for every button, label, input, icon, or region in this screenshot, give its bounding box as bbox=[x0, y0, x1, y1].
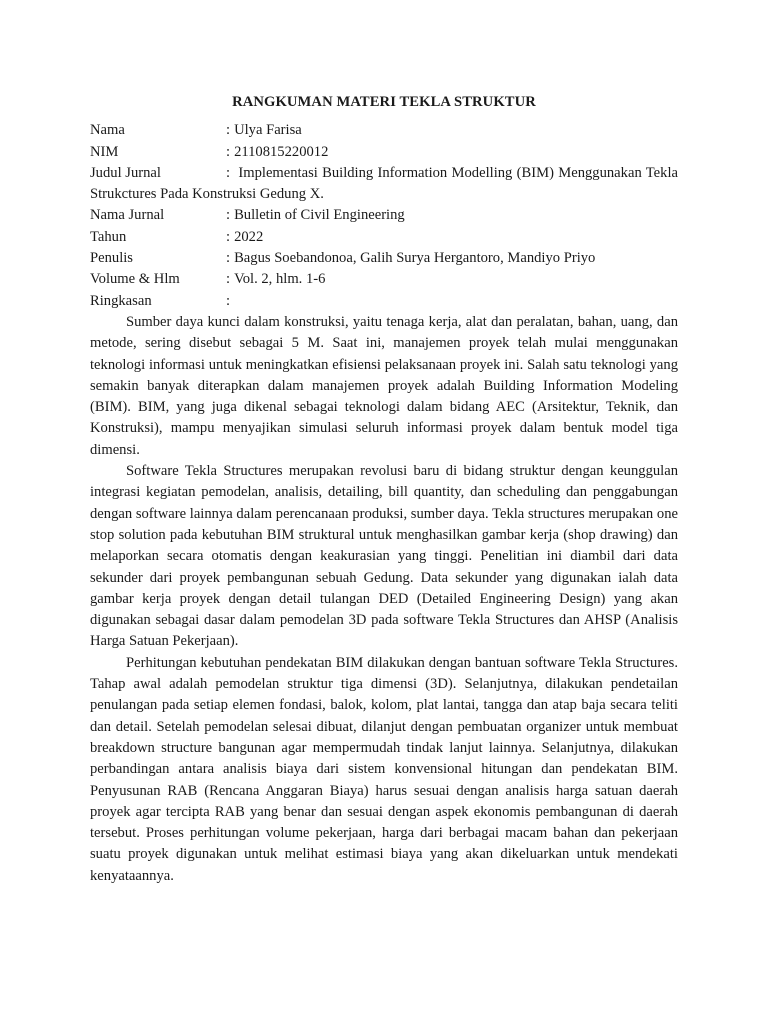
meta-row-ringkasan bbox=[90, 291, 678, 312]
meta-value: Vol. 2, hlm. 1-6 bbox=[234, 271, 326, 288]
meta-label: Tahun bbox=[90, 228, 127, 245]
meta-value: Bulletin of Civil Engineering bbox=[234, 207, 405, 224]
meta-label: Nama Jurnal bbox=[90, 207, 165, 224]
summary-paragraph: Sumber daya kunci dalam konstruksi, yaitu tenaga kerja, alat dan peralatan, bahan, uang, dan metode, sering disebut sebagai 5 M. Saat ini, manajemen proyek telah mulai menggunakan teknologi informasi untuk meningkatkan efisiensi pelaksanaan proyek ini. Salah satu teknologi yang semakin banyak diterapkan dalam manajemen proyek adalah Building Information Modeling (BIM). BIM, yang juga dikenal sebagai teknologi dalam bidang AEC (Arsitektur, Teknik, dan Konstruksi), mampu menyajikan simulasi seluruh informasi proyek dalam bentuk model tiga dimensi. bbox=[90, 313, 678, 458]
meta-separator: : bbox=[226, 292, 231, 309]
meta-value: Implementasi Building Information Modelling (BIM) Menggunakan Tekla Strukctures Pada Konstruksi Gedung X. bbox=[90, 164, 678, 203]
meta-value: 2110815220012 bbox=[234, 143, 329, 160]
meta-label: Volume & Hlm bbox=[90, 271, 180, 288]
document-title: RANGKUMAN MATERI TEKLA STRUKTUR bbox=[232, 94, 536, 110]
document-page bbox=[90, 92, 678, 887]
meta-separator: : bbox=[226, 122, 231, 139]
meta-row-judul-jurnal bbox=[90, 163, 678, 206]
meta-label: Penulis bbox=[90, 250, 133, 267]
meta-separator: : bbox=[226, 164, 231, 181]
meta-value bbox=[234, 291, 678, 312]
meta-label: Judul Jurnal bbox=[90, 164, 161, 181]
metadata-block bbox=[90, 120, 678, 312]
meta-row-penulis bbox=[90, 248, 678, 269]
meta-row-nama-jurnal bbox=[90, 205, 678, 226]
meta-label: Ringkasan bbox=[90, 292, 152, 309]
meta-label: Nama bbox=[90, 122, 125, 139]
meta-separator: : bbox=[226, 228, 231, 245]
meta-separator: : bbox=[226, 271, 231, 288]
meta-row-tahun bbox=[90, 227, 678, 248]
meta-separator: : bbox=[226, 250, 231, 267]
meta-separator: : bbox=[226, 143, 231, 160]
meta-value: 2022 bbox=[234, 228, 264, 245]
summary-paragraph: Software Tekla Structures merupakan revolusi baru di bidang struktur dengan keunggulan integrasi kegiatan pemodelan, analisis, detailing, bill quantity, dan scheduling dan penggabungan dengan software lainnya dalam perencanaan produksi, sumber daya. Tekla structures merupakan one stop solution pada kebutuhan BIM struktural untuk menghasilkan gambar kerja (shop drawing) dan melaporkan secara otomatis dengan keakurasian yang tinggi. Penelitian ini diambil dari data sekunder dari proyek pembangunan sebuah Gedung. Data sekunder yang digunakan ialah data gambar kerja proyek dengan detail tulangan DED (Detailed Engineering Design) yang akan digunakan sebagai dasar dalam pemodelan 3D pada software Tekla Structures dan AHSP (Analisis Harga Satuan Pekerjaan). bbox=[90, 463, 678, 650]
meta-value: Bagus Soebandonoa, Galih Surya Hergantoro, Mandiyo Priyo bbox=[234, 250, 596, 267]
meta-row-volume bbox=[90, 269, 678, 290]
meta-value: Ulya Farisa bbox=[234, 122, 302, 139]
meta-separator: : bbox=[226, 207, 231, 224]
meta-row-nama bbox=[90, 120, 678, 141]
summary-paragraph: Perhitungan kebutuhan pendekatan BIM dilakukan dengan bantuan software Tekla Structures. Tahap awal adalah pemodelan struktur tiga dimensi (3D). Selanjutnya, dilakukan pendetailan penulangan pada setiap elemen fondasi, balok, kolom, plat lantai, tangga dan atap baja secara teliti dan detail. Setelah pemodelan selesai dibuat, dilanjut dengan pembuatan organizer untuk membuat breakdown structure bangunan agar mempermudah tindak lanjut lainnya. Selanjutnya, dilakukan perbandingan antara analisis biaya dari sistem konvensional hitungan dan pendekatan BIM. Penyusunan RAB (Rencana Anggaran Biaya) harus sesuai dengan analisis harga satuan daerah proyek agar tercipta RAB yang benar dan sesuai dengan aspek ekonomis pembangunan di daerah tersebut. Proses perhitungan volume pekerjaan, harga dari berbagai macam bahan dan pekerjaan suatu proyek digunakan untuk melihat estimasi biaya yang akan dikeluarkan untuk mendekati kenyataannya. bbox=[90, 654, 678, 884]
meta-label: NIM bbox=[90, 143, 119, 160]
meta-row-nim bbox=[90, 142, 678, 163]
